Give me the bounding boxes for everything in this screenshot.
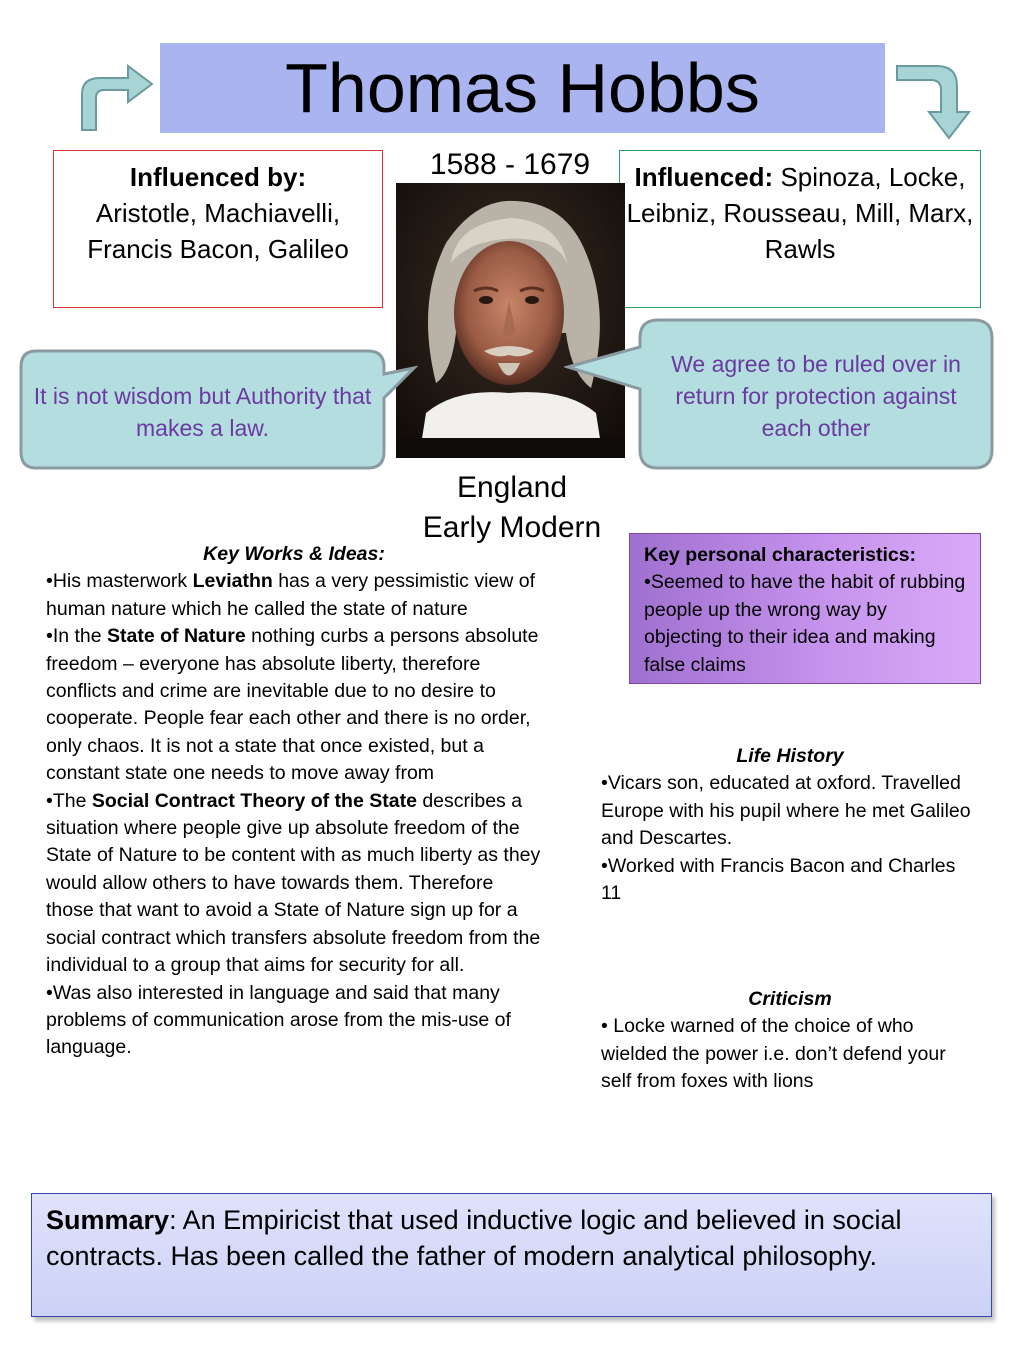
influenced-names: Spinoza, Locke, Leibniz, Rousseau, Mill, Marx, Rawls [626,162,974,264]
curved-arrow-right-icon [893,62,975,142]
life-history-heading: Life History [736,745,844,767]
criticism-section [601,986,981,1096]
right-quote: We agree to be ruled over in return for protection against each other [671,351,961,441]
era: Early Modern [422,511,602,544]
text-run: •The [46,789,92,812]
criticism-heading: Criticism [748,988,832,1010]
left-quote: It is not wisdom but Authority that makes a law. [33,383,372,441]
key-works-heading: Key Works & Ideas: [203,543,385,565]
summary-text: : An Empiricist that used inductive logic and believed in social contracts. Has been called the father of modern analytical philosophy. [46,1205,902,1271]
summary-box [31,1193,992,1317]
key-works-item [46,788,546,980]
influenced-label: Influenced: [634,162,774,192]
page-title: Thomas Hobbs [285,49,760,127]
life-history-item: •Vicars son, educated at oxford. Travelled Europe with his pupil where he met Galileo and Descartes. [601,772,971,850]
key-works-item: •Was also interested in language and said that many problems of communication arose from the mis-use of language. [46,981,511,1059]
personal-heading: Key personal characteristics: [644,544,917,566]
criticism-text: • Locke warned of the choice of who wielded the power i.e. don’t defend your self from foxes with lions [601,1015,946,1093]
country: England [456,471,568,504]
bold-term: Social Contract Theory of the State [91,789,417,812]
text-run: •In the [46,625,108,648]
life-dates: 1588 - 1679 [429,148,591,181]
summary-label: Summary [46,1205,170,1235]
curved-arrow-left-icon [70,60,156,132]
text-run: nothing curbs a persons absolute freedom – everyone has absolute liberty, therefore conflicts and crime are inevitable due to no desire to cooperate. People fear each other and there is no order, only chaos. It is not a state that once existed, but a constant state one needs to move away from [46,625,539,785]
text-run: has a very pessimistic view of human nature which he called the state of nature [46,570,536,620]
bold-term: State of Nature [107,625,246,648]
key-works-section [46,541,546,1062]
influenced-by-label: Influenced by: [129,162,307,192]
key-works-item [46,568,546,623]
personal-text: •Seemed to have the habit of rubbing people up the wrong way by objecting to their idea and making false claims [644,571,966,676]
influenced-by-names: Aristotle, Machiavelli, Francis Bacon, Galileo [87,198,349,264]
text-run: describes a situation where people give up absolute freedom of the State of Nature to be content with as much liberty as they would allow others to have towards them. Therefore those that want to avoid a State of Nature sign up for a social contract which transfers absolute freedom from the individual to a group that aims for security for all. [46,789,541,977]
life-history-section [601,743,981,907]
location-era [395,468,629,548]
personal-characteristics-box [629,533,981,684]
title-banner [160,43,885,133]
text-run: •His masterwork [46,570,193,593]
bold-term: Leviathn [192,570,273,593]
key-works-item [46,623,546,787]
life-history-item: •Worked with Francis Bacon and Charles 11 [601,854,956,905]
influenced-by-box [53,150,383,308]
influenced-box [619,150,981,308]
